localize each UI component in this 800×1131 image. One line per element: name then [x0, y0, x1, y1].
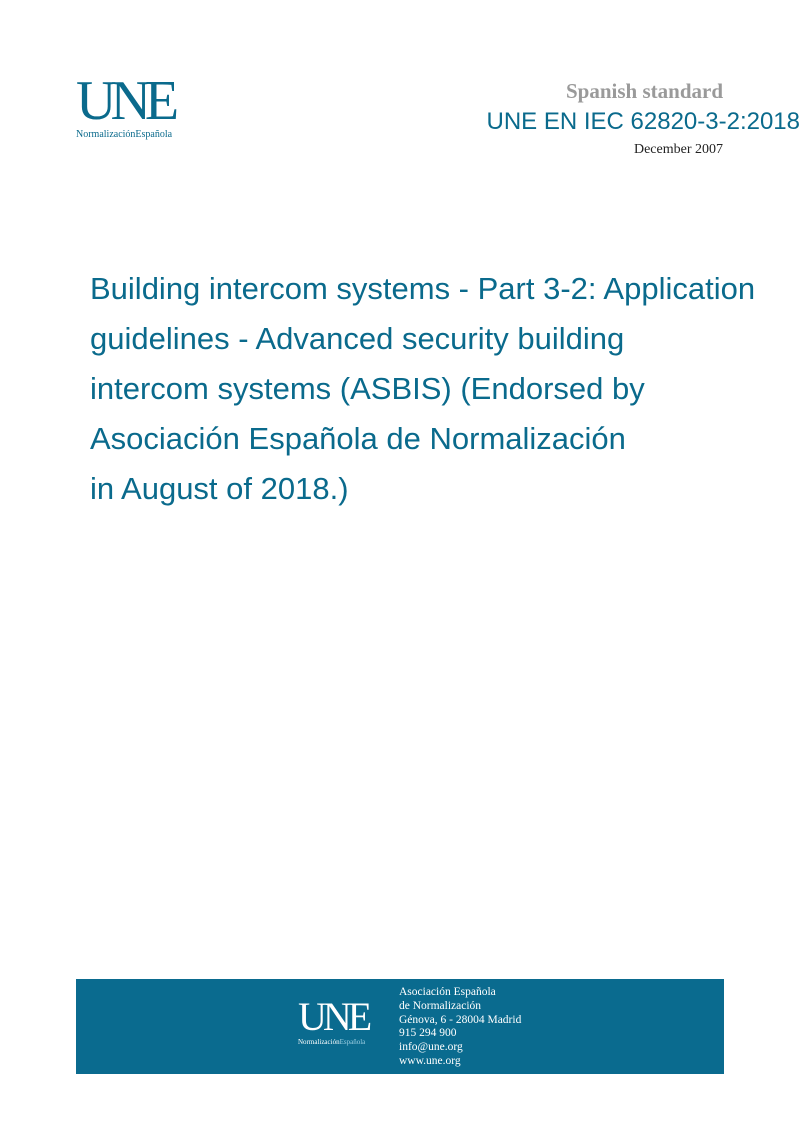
footer-phone: 915 294 900 [399, 1027, 457, 1040]
standard-code: UNE EN IEC 62820-3-2:2018 [486, 108, 800, 135]
title-line: guidelines - Advanced security building [90, 321, 625, 356]
footer-org-line2: de Normalización [399, 999, 482, 1012]
footer-logo-word: UNE [298, 994, 369, 1039]
footer-org-line1: Asociación Española [399, 986, 496, 998]
footer-band [76, 979, 724, 1074]
footer-website[interactable]: www.une.org [399, 1054, 461, 1067]
footer-address: Génova, 6 - 28004 Madrid [399, 1013, 522, 1026]
footer-tagline-part2: Española [339, 1038, 366, 1046]
document-title [90, 264, 790, 514]
footer-contact-info [399, 986, 521, 1069]
une-logo-tagline [76, 129, 196, 140]
title-line: in August of 2018.) [90, 471, 349, 506]
une-logo-word: UNE [76, 70, 174, 132]
title-line: Building intercom systems - Part 3-2: Application [90, 271, 756, 306]
tagline-part2: Española [135, 129, 173, 140]
footer-tagline-part1: Normalización [298, 1038, 340, 1046]
title-line: Asociación Española de Normalización [90, 421, 626, 456]
footer-email[interactable]: info@une.org [399, 1041, 463, 1054]
footer-logo-tagline [298, 1038, 388, 1046]
standard-type-label: Spanish standard [566, 79, 723, 103]
standard-date: December 2007 [633, 142, 723, 157]
tagline-part1: Normalización [76, 129, 136, 140]
title-line: intercom systems (ASBIS) (Endorsed by [90, 371, 645, 406]
footer-une-logo [298, 994, 388, 1046]
une-logo [76, 70, 196, 140]
